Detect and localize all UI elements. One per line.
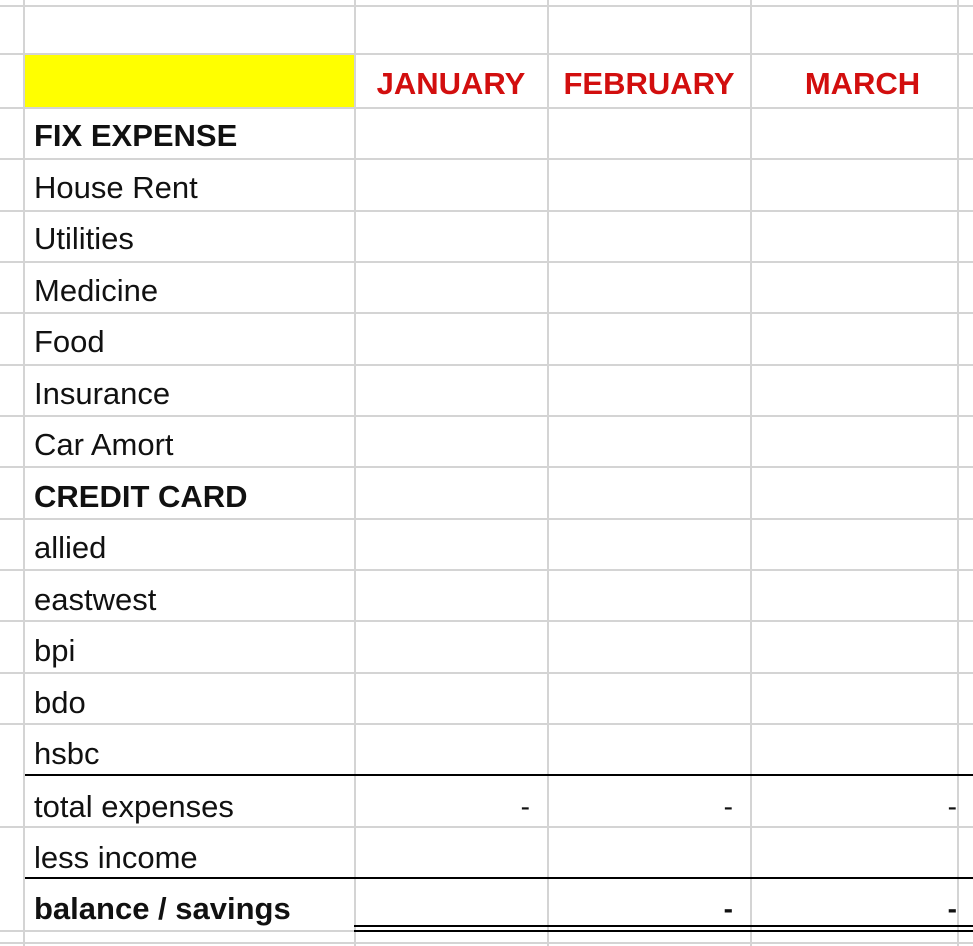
total-expenses-row	[0, 781, 973, 832]
value-cell[interactable]	[356, 522, 546, 573]
month-header: MARCH	[804, 65, 921, 101]
row-label-cell[interactable]	[25, 677, 354, 728]
row-label: Medicine	[34, 272, 159, 308]
value-cell[interactable]	[752, 471, 973, 522]
value-cell[interactable]	[356, 471, 546, 522]
row-label-cell[interactable]	[25, 213, 354, 264]
double-underline-bottom	[354, 930, 973, 932]
value-cell[interactable]	[549, 625, 749, 676]
row-label-cell[interactable]	[25, 728, 354, 779]
value-cell[interactable]	[752, 574, 973, 625]
grid-line	[0, 942, 973, 944]
balance-border-line	[25, 877, 973, 879]
balance-value: -	[947, 892, 957, 924]
total-value: -	[947, 790, 957, 822]
table-row	[0, 110, 973, 161]
table-row	[0, 728, 973, 779]
value-cell[interactable]	[549, 162, 749, 213]
value-cell[interactable]	[752, 265, 973, 316]
value-cell[interactable]	[549, 110, 749, 161]
value-cell[interactable]	[356, 316, 546, 367]
row-label: eastwest	[34, 581, 157, 617]
value-cell[interactable]	[752, 110, 973, 161]
table-row	[0, 316, 973, 367]
value-cell[interactable]	[356, 265, 546, 316]
value-cell[interactable]	[752, 162, 973, 213]
value-cell[interactable]	[549, 419, 749, 470]
less-income-row	[0, 832, 973, 883]
value-cell[interactable]	[356, 162, 546, 213]
row-label: Car Amort	[34, 426, 174, 462]
row-label: Food	[34, 323, 105, 359]
row-label-cell[interactable]	[25, 832, 354, 883]
row-label-cell[interactable]	[25, 574, 354, 625]
value-cell[interactable]	[752, 522, 973, 573]
row-label: House Rent	[34, 169, 198, 205]
value-cell[interactable]	[549, 522, 749, 573]
table-row	[0, 162, 973, 213]
grid-line	[0, 53, 973, 55]
month-header: FEBRUARY	[563, 65, 735, 101]
value-cell[interactable]	[752, 677, 973, 728]
value-cell[interactable]	[752, 368, 973, 419]
value-cell[interactable]	[752, 728, 973, 779]
row-label: bdo	[34, 684, 86, 720]
value-cell[interactable]	[752, 213, 973, 264]
row-label-cell[interactable]	[25, 419, 354, 470]
table-row	[0, 368, 973, 419]
value-cell[interactable]	[356, 419, 546, 470]
row-label-cell[interactable]	[25, 368, 354, 419]
month-cell-february[interactable]	[549, 58, 749, 109]
row-label: balance / savings	[34, 890, 291, 926]
value-cell[interactable]	[356, 213, 546, 264]
table-row	[0, 522, 973, 573]
row-label: bpi	[34, 632, 76, 668]
grid-line	[0, 5, 973, 7]
row-label: Utilities	[34, 220, 134, 256]
value-cell[interactable]	[549, 265, 749, 316]
month-header: JANUARY	[376, 65, 526, 101]
total-value: -	[520, 790, 530, 822]
value-cell[interactable]	[549, 316, 749, 367]
row-label-cell[interactable]	[25, 522, 354, 573]
row-label: total expenses	[34, 788, 234, 824]
row-label-cell[interactable]	[25, 265, 354, 316]
value-cell[interactable]	[356, 781, 546, 832]
row-label: Insurance	[34, 375, 171, 411]
table-row	[0, 213, 973, 264]
table-row	[0, 677, 973, 728]
row-label: hsbc	[34, 735, 100, 771]
row-label-cell[interactable]	[25, 162, 354, 213]
value-cell[interactable]	[356, 110, 546, 161]
value-cell[interactable]	[356, 368, 546, 419]
row-label-cell[interactable]	[25, 625, 354, 676]
table-row	[0, 471, 973, 522]
month-cell-january[interactable]	[356, 58, 546, 109]
table-row	[0, 574, 973, 625]
value-cell[interactable]	[549, 213, 749, 264]
value-cell[interactable]	[356, 677, 546, 728]
value-cell[interactable]	[356, 574, 546, 625]
row-label-cell[interactable]	[25, 883, 354, 934]
row-label-cell[interactable]	[25, 316, 354, 367]
row-label: CREDIT CARD	[34, 478, 248, 514]
table-row	[0, 625, 973, 676]
value-cell[interactable]	[356, 728, 546, 779]
value-cell[interactable]	[549, 677, 749, 728]
value-cell[interactable]	[356, 625, 546, 676]
value-cell[interactable]	[549, 781, 749, 832]
row-label: allied	[34, 529, 107, 565]
value-cell[interactable]	[549, 471, 749, 522]
month-cell-march[interactable]	[752, 58, 973, 109]
value-cell[interactable]	[752, 781, 973, 832]
value-cell[interactable]	[549, 574, 749, 625]
row-label-cell[interactable]	[25, 471, 354, 522]
header-row	[0, 58, 973, 109]
value-cell[interactable]	[752, 316, 973, 367]
table-row	[0, 265, 973, 316]
value-cell[interactable]	[549, 728, 749, 779]
total-border-line	[25, 774, 973, 776]
row-label: FIX EXPENSE	[34, 117, 238, 153]
row-label: less income	[34, 839, 198, 875]
row-label-cell[interactable]	[25, 781, 354, 832]
balance-value: -	[723, 892, 733, 924]
row-label-cell[interactable]	[25, 110, 354, 161]
value-cell[interactable]	[752, 625, 973, 676]
double-underline-top	[354, 925, 973, 927]
total-value: -	[723, 790, 733, 822]
value-cell[interactable]	[752, 419, 973, 470]
value-cell[interactable]	[549, 368, 749, 419]
table-row	[0, 419, 973, 470]
